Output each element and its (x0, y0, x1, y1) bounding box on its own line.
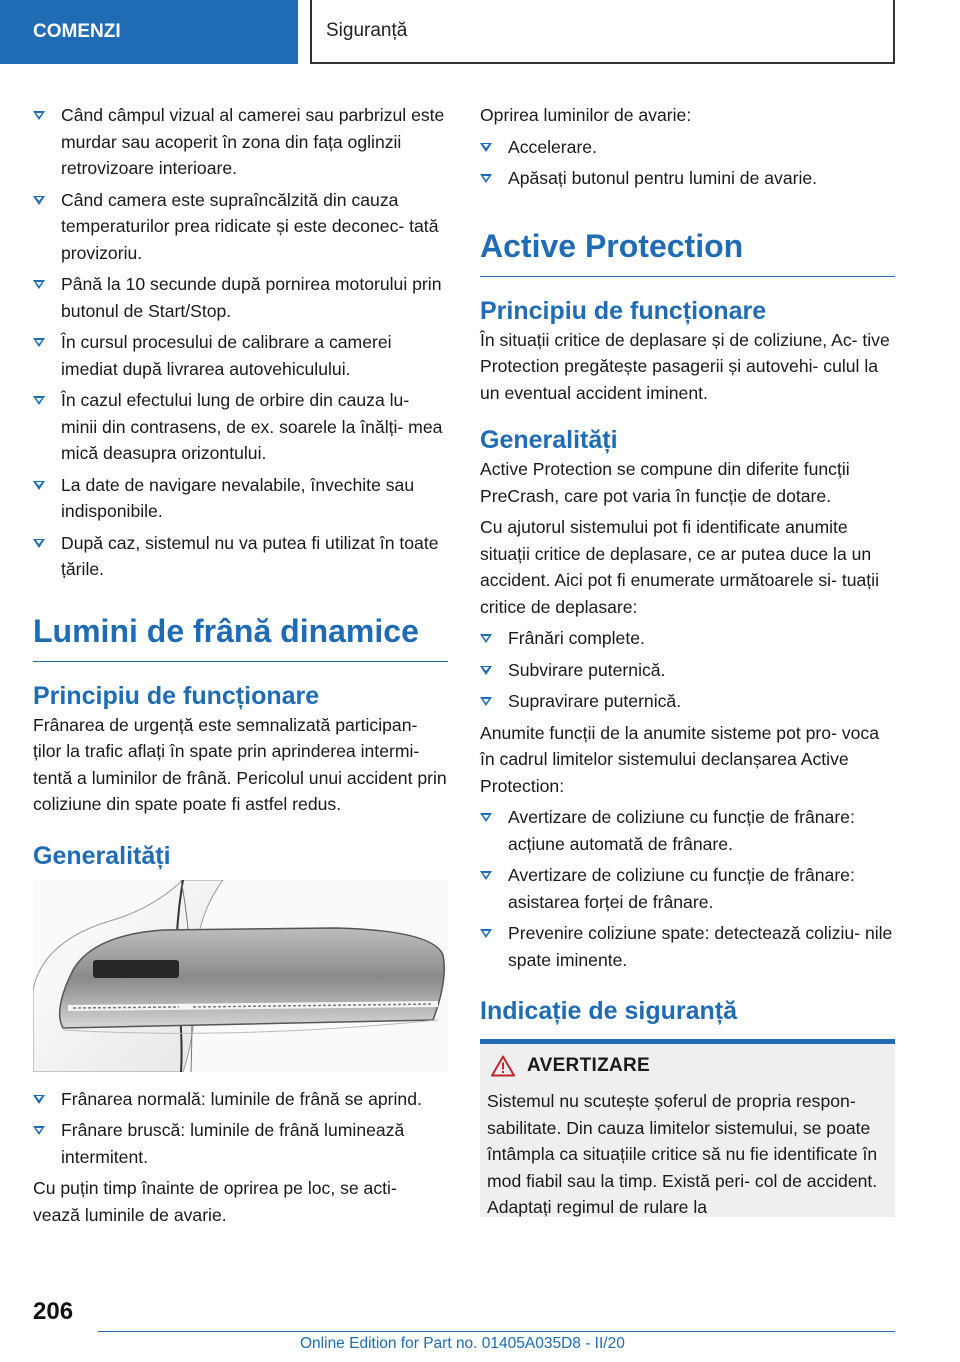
footer-edition: Online Edition for Part no. 01405A035D8 - II/20 (300, 1335, 625, 1352)
triangle-bullet-icon (480, 697, 492, 706)
triangle-bullet-icon (33, 111, 45, 120)
chapter-tab[interactable]: COMENZI (0, 0, 298, 64)
list-item: Avertizare de coliziune cu funcție de frânare: acțiune automată de frânare. (480, 804, 895, 857)
paragraph: Active Protection se compune din diferite funcții PreCrash, care pot varia în funcție de dotare. (480, 459, 850, 506)
list-item: Avertizare de coliziune cu funcție de frânare: asistarea forței de frânare. (480, 862, 895, 915)
paragraph: În situații critice de deplasare și de coliziune, Ac- tive Protection pregătește pasagerii și autovehi- culul la un eventual accident iminent. (480, 329, 890, 403)
list-item: Accelerare. (480, 134, 895, 161)
triangle-bullet-icon (480, 174, 492, 183)
list-item: Frânarea normală: luminile de frână se aprind. (33, 1086, 448, 1113)
subheading: Generalități (480, 426, 618, 454)
triangle-bullet-icon (33, 481, 45, 490)
list-item: Prevenire coliziune spate: detectează coliziu- nile spate iminente. (480, 920, 895, 973)
list-item: După caz, sistemul nu va putea fi utilizat în toate țările. (33, 530, 448, 583)
triangle-bullet-icon (480, 871, 492, 880)
warning-text: Sistemul nu scutește șoferul de propria respon- sabilitate. Din cauza limitelor sistemului, se poate întâmpla ca situațiile critice să nu fie identificate în mod fiabil sau la timp. Există peri- col de accident. Adaptați regimul de rulare la (487, 1091, 878, 1217)
warning-box (480, 1039, 895, 1217)
list-item: În cazul efectului lung de orbire din cauza lu- minii din contrasens, de ex. soarele la înălți- mea mică deasupra orizontului. (33, 387, 448, 467)
footer-divider (98, 1331, 895, 1332)
triangle-bullet-icon (480, 929, 492, 938)
warning-triangle-icon (491, 1055, 515, 1077)
list-item: Până la 10 secunde după pornirea motorului prin butonul de Start/Stop. (33, 271, 448, 324)
tail-light-illustration (33, 880, 448, 1072)
list-item: Când camera este supraîncălzită din cauza temperaturilor prea ridicate și este deconec- tată provizoriu. (33, 187, 448, 267)
list-item: Frânare bruscă: luminile de frână luminează intermitent. (33, 1117, 448, 1170)
triangle-bullet-icon (480, 634, 492, 643)
triangle-bullet-icon (33, 396, 45, 405)
subheading: Principiu de funcționare (33, 681, 320, 710)
list-item: Supravirare puternică. (480, 688, 895, 715)
section-heading: Active Protection (480, 226, 895, 277)
triangle-bullet-icon (33, 196, 45, 205)
list-item: Subvirare puternică. (480, 657, 895, 684)
list-item: Când câmpul vizual al camerei sau parbrizul este murdar sau acoperit în zona din fața oglinzii retrovizoare interioare. (33, 102, 448, 182)
subheading: Generalități (33, 841, 171, 870)
list-item: La date de navigare nevalabile, învechite sau indisponibile. (33, 472, 448, 525)
section-title-bar (310, 0, 895, 64)
triangle-bullet-icon (33, 338, 45, 347)
paragraph: Cu puțin timp înainte de oprirea pe loc, se acti- vează luminile de avarie. (33, 1178, 397, 1225)
subheading: Principiu de funcționare (480, 296, 767, 325)
triangle-bullet-icon (33, 539, 45, 548)
list-item: Apăsați butonul pentru lumini de avarie. (480, 165, 895, 192)
section-name: Siguranță (326, 20, 408, 41)
triangle-bullet-icon (33, 1095, 45, 1104)
paragraph: Frânarea de urgență este semnalizată participan- ților la trafic aflați în spate prin aprinderea intermi- tentă a luminilor de frână. Pericolul unui accident prin coliziune din spate poate fi astfel redus. (33, 714, 447, 814)
paragraph: Cu ajutorul sistemului pot fi identificate anumite situații critice de deplasare, ce ar putea duce la un accident. Aici pot fi enumerate următoarele si- tuații critice de deplasare: (480, 517, 879, 617)
right-column (480, 102, 895, 1217)
warning-header (487, 1044, 885, 1088)
triangle-bullet-icon (480, 666, 492, 675)
paragraph: Anumite funcții de la anumite sisteme pot pro- voca în cadrul limitelor sistemului declanșarea Active Protection: (480, 722, 879, 796)
triangle-bullet-icon (33, 1126, 45, 1135)
subheading: Indicație de siguranță (480, 997, 738, 1025)
tail-light-image (33, 880, 448, 1072)
triangle-bullet-icon (480, 143, 492, 152)
paragraph: Oprirea luminilor de avarie: (480, 105, 692, 125)
left-column (33, 102, 448, 1233)
list-item: Frânări complete. (480, 625, 895, 652)
list-item: În cursul procesului de calibrare a camerei imediat după livrarea autovehiculului. (33, 329, 448, 382)
section-heading: Lumini de frână dinamice (33, 611, 448, 662)
page-number: 206 (33, 1298, 74, 1325)
warning-title: AVERTIZARE (527, 1055, 650, 1076)
triangle-bullet-icon (480, 813, 492, 822)
triangle-bullet-icon (33, 280, 45, 289)
